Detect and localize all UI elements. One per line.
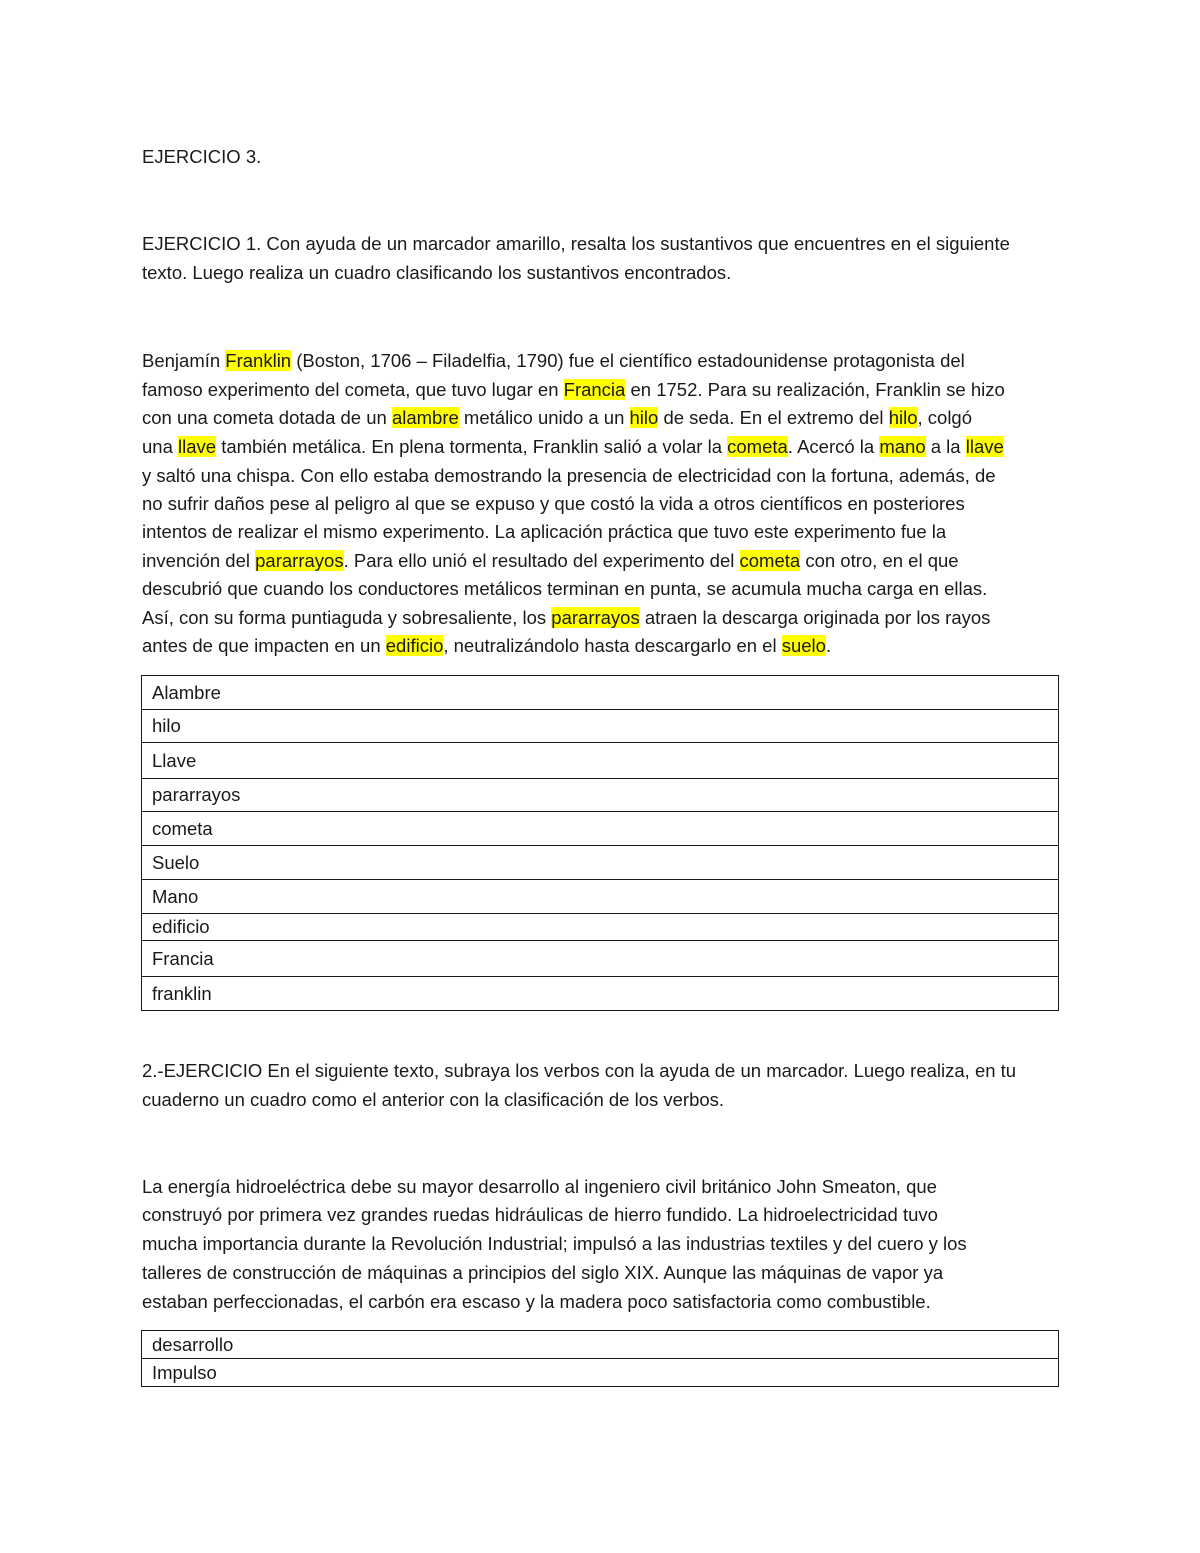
passage-text: antes de que impacten en un [142, 635, 386, 656]
table-row [142, 941, 1059, 977]
table-cell: cometa [142, 812, 1059, 846]
passage-text: con otro, en el que [800, 550, 959, 571]
table-cell: Francia [142, 941, 1059, 977]
verbs-table [141, 1330, 1059, 1387]
table-cell: Alambre [142, 676, 1059, 710]
exercise1-passage-line [142, 406, 972, 430]
passage-text: . Acercó la [787, 436, 880, 457]
table-row [142, 676, 1059, 710]
page-title: EJERCICIO 3. [142, 146, 262, 167]
passage-text: metálico unido a un [458, 407, 630, 428]
passage-text: Benjamín [142, 350, 226, 371]
exercise1-passage-line [142, 435, 1004, 459]
highlighted-noun: alambre [391, 407, 459, 428]
exercise1-passage-line [142, 492, 965, 516]
exercise2-instruction-line: 2.-EJERCICIO En el siguiente texto, subraya los verbos con la ayuda de un marcador. Luego realiza, en tu [142, 1060, 1017, 1081]
highlighted-noun: mano [879, 436, 926, 457]
exercise2-passage-line: mucha importancia durante la Revolución Industrial; impulsó a las industrias textiles y del cuero y los [142, 1233, 967, 1254]
passage-text: . [825, 635, 832, 656]
exercise1-passage-line [142, 577, 987, 601]
highlighted-noun: cometa [727, 436, 788, 457]
passage-text: , neutralizándolo hasta descargarlo en el [443, 635, 782, 656]
passage-text: descubrió que cuando los conductores metálicos terminan en punta, se acumula mucha carga en ellas. [142, 578, 988, 599]
highlighted-noun: llave [965, 436, 1004, 457]
highlighted-noun: cometa [739, 550, 801, 571]
table-row [142, 1331, 1059, 1359]
highlighted-noun: Francia [563, 379, 626, 400]
exercise1-passage-line [142, 634, 831, 658]
passage-text: de seda. En el extremo del [658, 407, 889, 428]
table-cell: desarrollo [142, 1331, 1059, 1359]
table-cell: Llave [142, 743, 1059, 779]
exercise1-passage-line [142, 349, 965, 373]
table-row [142, 880, 1059, 914]
nouns-table [141, 675, 1059, 1011]
passage-text: una [142, 436, 179, 457]
exercise2-instruction-line: cuaderno un cuadro como el anterior con la clasificación de los verbos. [142, 1089, 725, 1110]
exercise1-passage-line [142, 378, 1005, 402]
exercise1-passage-line [142, 464, 996, 488]
table-row [142, 710, 1059, 743]
table-cell: Mano [142, 880, 1059, 914]
passage-text: Así, con su forma puntiaguda y sobresaliente, los [142, 607, 552, 628]
passage-text: a la [925, 436, 966, 457]
highlighted-noun: suelo [781, 635, 826, 656]
passage-text: también metálica. En plena tormenta, Franklin salió a volar la [216, 436, 728, 457]
table-cell: Impulso [142, 1359, 1059, 1387]
exercise1-passage-line [142, 520, 946, 544]
exercise2-passage-line: construyó por primera vez grandes ruedas hidráulicas de hierro fundido. La hidroelectricidad tuvo [142, 1204, 938, 1225]
table-row [142, 779, 1059, 812]
table-cell: Suelo [142, 846, 1059, 880]
passage-text: invención del [142, 550, 256, 571]
table-row [142, 812, 1059, 846]
passage-text: intentos de realizar el mismo experimento. La aplicación práctica que tuvo este experimento fue la [142, 521, 947, 542]
table-row [142, 1359, 1059, 1387]
passage-text: . Para ello unió el resultado del experimento del [343, 550, 740, 571]
highlighted-noun: Franklin [225, 350, 292, 371]
table-row [142, 846, 1059, 880]
exercise1-passage-line [142, 549, 959, 573]
highlighted-noun: pararrayos [255, 550, 344, 571]
highlighted-noun: hilo [629, 407, 659, 428]
exercise1-passage-line [142, 606, 990, 630]
exercise1-instruction-line: EJERCICIO 1. Con ayuda de un marcador amarillo, resalta los sustantivos que encuentres en el siguiente [142, 233, 1010, 254]
table-cell: edificio [142, 914, 1059, 941]
passage-text: y saltó una chispa. Con ello estaba demostrando la presencia de electricidad con la fortuna, además, de [142, 465, 996, 486]
passage-text: no sufrir daños pese al peligro al que se expuso y que costó la vida a otros científicos en posteriores [142, 493, 965, 514]
passage-text: con una cometa dotada de un [142, 407, 392, 428]
passage-text: en 1752. Para su realización, Franklin se hizo [625, 379, 1005, 400]
exercise1-instruction-line: texto. Luego realiza un cuadro clasificando los sustantivos encontrados. [142, 262, 732, 283]
table-cell: pararrayos [142, 779, 1059, 812]
exercise2-passage-line: La energía hidroeléctrica debe su mayor desarrollo al ingeniero civil británico John Smeaton, que [142, 1176, 937, 1197]
highlighted-noun: hilo [888, 407, 918, 428]
table-row [142, 977, 1059, 1011]
passage-text: (Boston, 1706 – Filadelfia, 1790) fue el científico estadounidense protagonista del [291, 350, 965, 371]
table-row [142, 743, 1059, 779]
table-cell: hilo [142, 710, 1059, 743]
exercise2-passage-line: estaban perfeccionadas, el carbón era escaso y la madera poco satisfactoria como combustible. [142, 1291, 931, 1312]
passage-text: , colgó [917, 407, 973, 428]
passage-text: atraen la descarga originada por los rayos [639, 607, 991, 628]
highlighted-noun: edificio [385, 635, 444, 656]
exercise2-passage-line: talleres de construcción de máquinas a principios del siglo XIX. Aunque las máquinas de vapor ya [142, 1262, 944, 1283]
table-cell: franklin [142, 977, 1059, 1011]
highlighted-noun: llave [178, 436, 217, 457]
highlighted-noun: pararrayos [551, 607, 640, 628]
table-row [142, 914, 1059, 941]
passage-text: famoso experimento del cometa, que tuvo lugar en [142, 379, 564, 400]
